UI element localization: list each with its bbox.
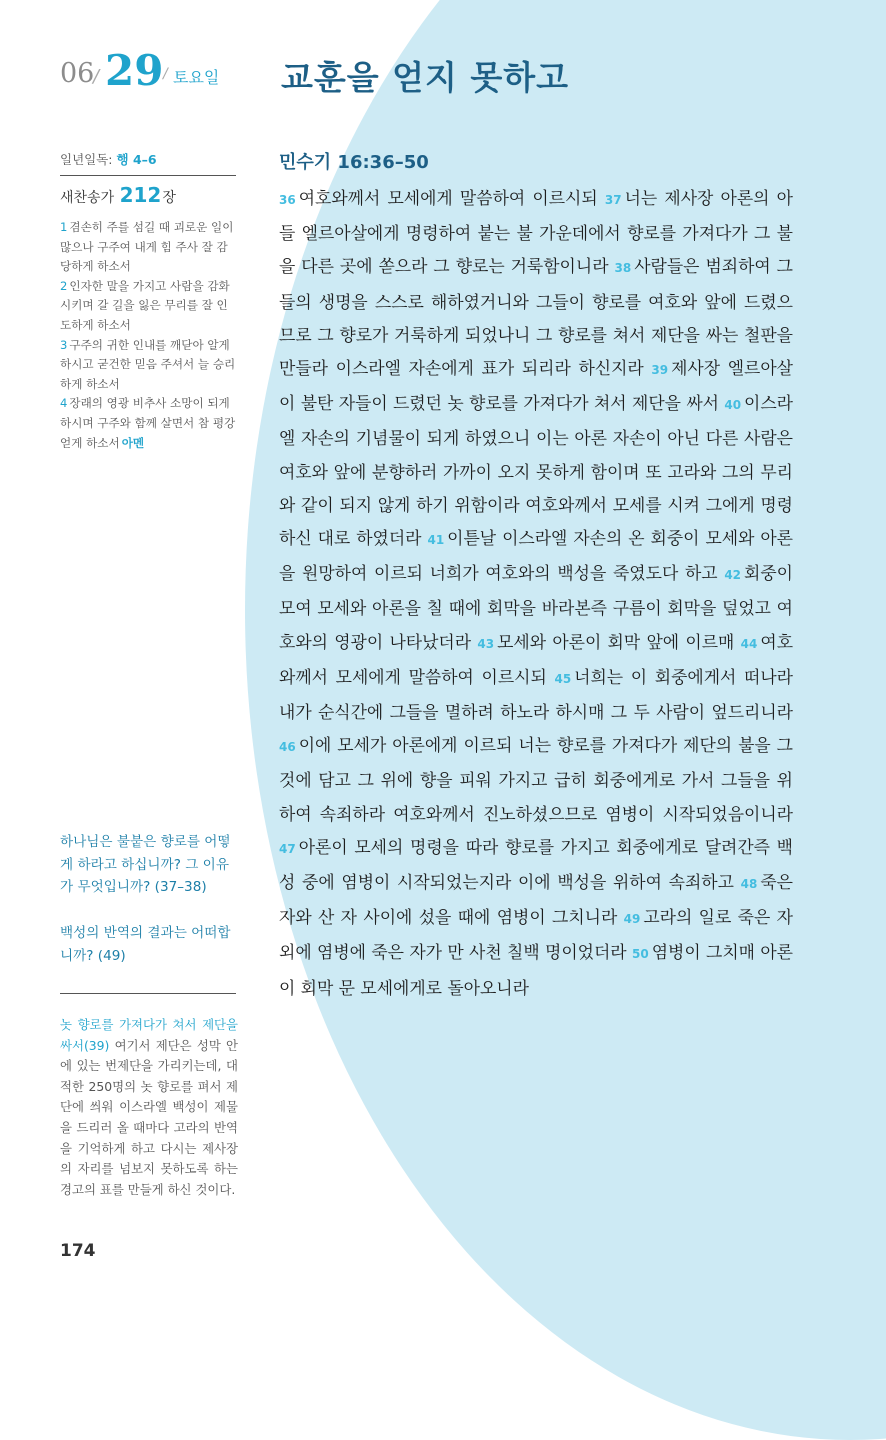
yearly-reading-label: 일년일독:: [60, 152, 113, 167]
yearly-reading-value: 행 4–6: [116, 152, 157, 167]
verse-number: 43: [477, 636, 495, 651]
verse-text: 모세와 아론이 회막 앞에 이르매: [497, 631, 735, 652]
verse-text: 여호와께서 모세에게 말씀하여 이르시되: [279, 631, 794, 687]
verse-number: 37: [604, 193, 622, 207]
hymn-verse-text: 구주의 귀한 인내를 깨닫아 알게 하시고 굳건한 믿음 주셔서 늘 승리하게 하소서: [60, 337, 236, 391]
hymn-verse-text: 인자한 말을 가지고 사람을 감화시키며 갈 길을 잃은 무리를 잘 인도하게 하소서: [60, 278, 230, 332]
scripture-reference: 민수기 16:36–50: [279, 152, 429, 173]
yearly-reading: [60, 150, 238, 168]
hymn-verse: [60, 394, 238, 453]
hymn-prefix: 새찬송가: [60, 190, 115, 206]
verse-text: 사람들은 범죄하여 그들의 생명을 스스로 해하였거니와 그들이 향로를 여호와 앞에 드렸으므로 그 향로가 거룩하게 되었나니 그 향로를 쳐서 제단을 싸는 철판을 만들라 이스라엘 자손에게 표가 되리라 하신지라: [279, 256, 793, 379]
verse-text: 이튿날 이스라엘 자손의 온 회중이 모세와 아론을 원망하여 이르되 너희가 여호와의 백성을 죽였도다 하고: [279, 528, 793, 584]
hymn-verse: [60, 218, 238, 277]
verse-number: 46: [279, 740, 296, 755]
verse-text: 이에 모세가 아론에게 이르되 너는 향로를 가져다가 제단의 불을 그것에 담고 그 위에 향을 피워 가지고 급히 회중에게로 가서 그들을 위하여 속죄하라 여호와께서 진노하셨으므로 염병이 시작되었음이니라: [279, 735, 793, 824]
verse-number: 42: [724, 568, 742, 583]
verse-text: 여호와께서 모세에게 말씀하여 이르시되: [298, 188, 598, 208]
verse-number: 50: [632, 947, 649, 962]
amen: 아멘: [121, 435, 145, 450]
day: 29: [105, 46, 164, 95]
verse-number: 39: [651, 363, 669, 378]
question-1: 하나님은 불붙은 향로를 어떻게 하라고 하십니까? 그 이유가 무엇입니까? (37–38): [60, 834, 231, 895]
scripture-text: [279, 182, 793, 1005]
hymn-verse-text: 장래의 영광 비추사 소망이 되게 하시며 구주와 함께 살면서 참 평강 얻게 하소서: [60, 396, 236, 450]
commentary-note: [60, 1015, 238, 1200]
verse-number: 48: [740, 877, 758, 892]
hymn-heading: [60, 183, 238, 207]
hymn-lyrics: [60, 218, 238, 453]
hymn-verse-number: 3: [60, 337, 68, 352]
divider: [60, 993, 236, 994]
date-slash: /: [93, 66, 100, 87]
verse-number: 41: [427, 533, 445, 548]
hymn-verse-number: 4: [60, 396, 68, 411]
verse-text: 아론이 모세의 명령을 따라 향로를 가지고 회중에게로 달려간즉 백성 중에 염병이 시작되었는지라 이에 백성을 위하여 속죄하고: [279, 836, 793, 893]
verse-number: 44: [740, 636, 758, 651]
verse-text: 이스라엘 자손의 기념물이 되게 하였으니 이는 아론 자손이 아닌 다른 사람은 여호와 앞에 분향하러 가까이 오지 못하게 함이며 또 고라와 그의 무리와 같이 되지 않게 하기 위함이라 여호와께서 모세를 시켜 그에게 명령하신 대로 하였더라: [279, 393, 793, 549]
date-slash: /: [163, 66, 168, 82]
verse-text: 고라의 일로 죽은 자 외에 염병에 죽은 자가 만 사천 칠백 명이었더라: [279, 907, 793, 963]
hymn-verse: [60, 336, 238, 395]
verse-number: 36: [279, 193, 296, 207]
hymn-verse-text: 겸손히 주를 섬길 때 괴로운 일이 많으나 구주여 내게 힘 주사 잘 감당하게 하소서: [60, 220, 234, 274]
note-highlight: 놋 향로를 가져다가 쳐서 제단을 싸서(39): [60, 1017, 238, 1053]
verse-number: 49: [623, 912, 641, 927]
verse-text: 죽은 자와 산 자 사이에 섰을 때에 염병이 그치니라: [279, 872, 793, 928]
verse-text: 염병이 그치매 아론이 회막 문 모세에게로 돌아오니라: [279, 942, 793, 998]
month: 06: [60, 58, 95, 89]
hymn-suffix: 장: [162, 190, 176, 206]
verse-text: 너는 제사장 아론의 아들 엘르아살에게 명령하여 붙는 불 가운데에서 향로를 가져다가 그 불을 다른 곳에 쏟으라 그 향로는 거룩함이니라: [279, 188, 794, 277]
verse-number: 45: [554, 671, 572, 686]
note-text: 여기서 제단은 성막 안에 있는 번제단을 가리키는데, 대적한 250명의 놋 향로를 펴서 제단에 씌워 이스라엘 백성이 제물을 드리러 올 때마다 고라의 반역을 기억하게 하고 다시는 제사장의 자리를 넘보지 못하도록 하는 경고의 표를 만들게 하신 것이다.: [60, 1037, 238, 1197]
verse-number: 40: [724, 398, 742, 413]
page-title: 교훈을 얻지 못하고: [281, 58, 570, 97]
weekday: 토요일: [173, 68, 220, 87]
hymn-verse-number: 2: [60, 278, 68, 293]
hymn-number: 212: [119, 183, 162, 207]
verse-number: 47: [279, 841, 296, 856]
hymn-verse: [60, 277, 238, 336]
verse-number: 38: [614, 261, 632, 276]
verse-text: 회중이 모여 모세와 아론을 칠 때에 회막을 바라본즉 구름이 회막을 덮었고 여호와의 영광이 나타났더라: [279, 563, 793, 652]
page-number: 174: [60, 1241, 96, 1261]
divider: [60, 175, 236, 176]
question-2: 백성의 반역의 결과는 어떠합니까? (49): [60, 925, 231, 964]
verse-text: 제사장 엘르아살이 불탄 자들이 드렸던 놋 향로를 가져다가 쳐서 제단을 싸서: [279, 358, 794, 414]
hymn-verse-number: 1: [60, 220, 68, 234]
verse-text: 너희는 이 회중에게서 떠나라 내가 순식간에 그들을 멸하려 하노라 하시매 그 두 사람이 엎드리니라: [279, 666, 793, 723]
